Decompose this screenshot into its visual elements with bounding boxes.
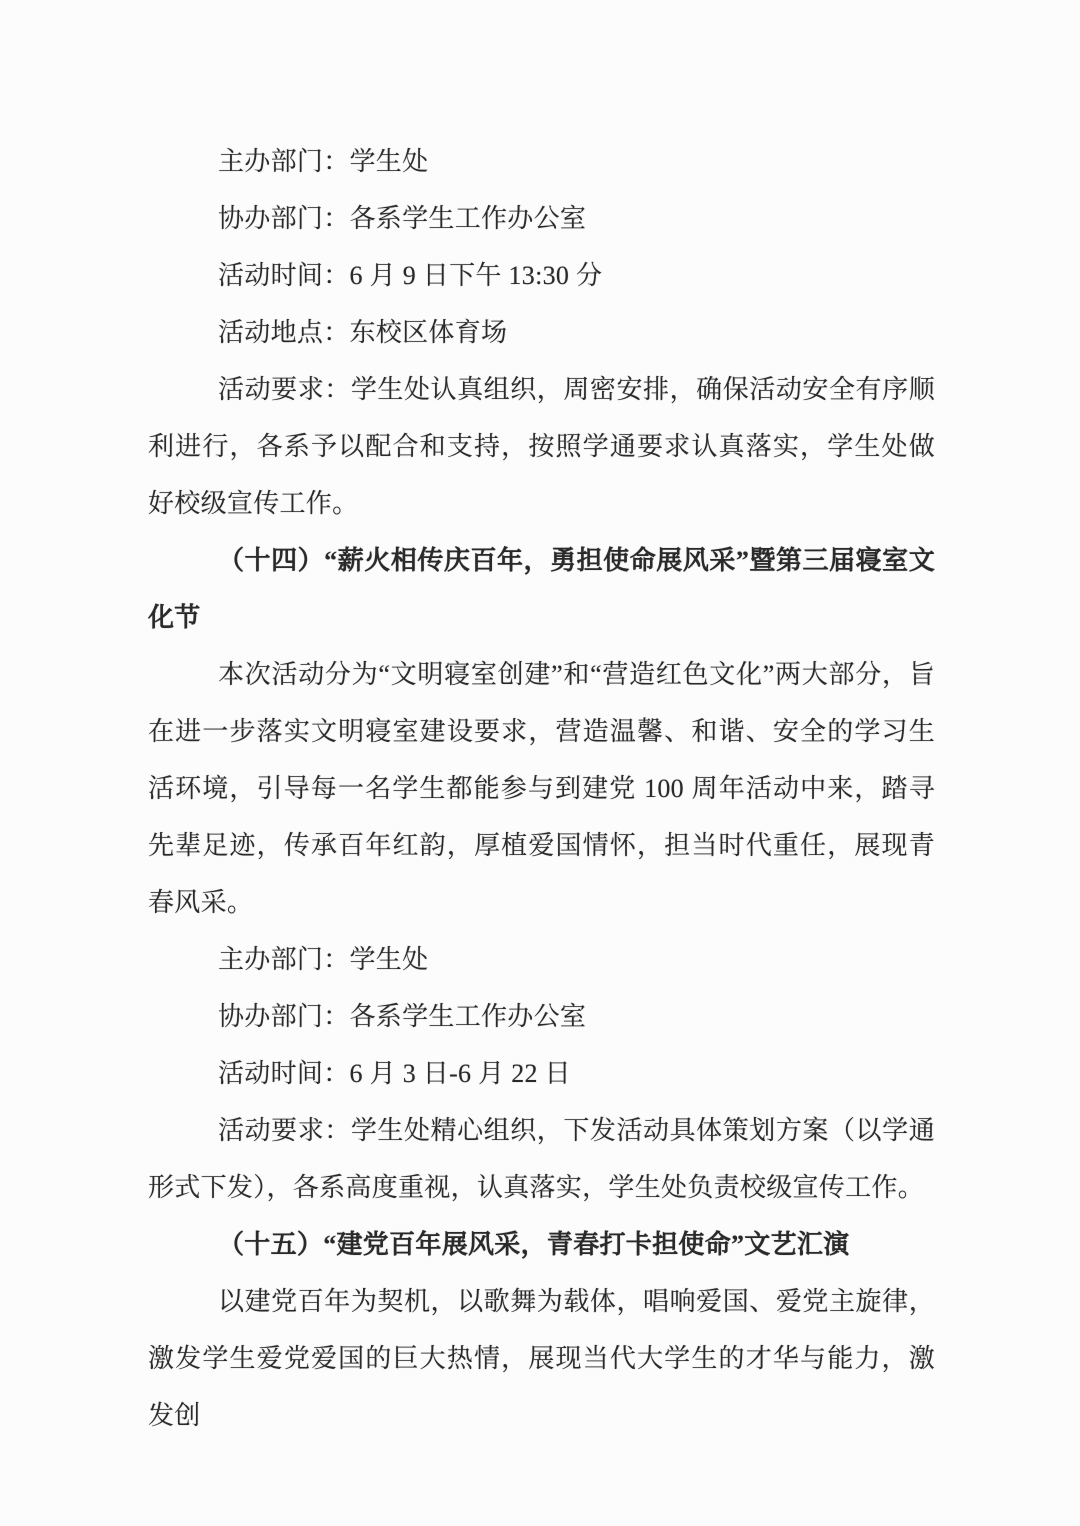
activity-location-line: 活动地点：东校区体育场: [218, 318, 508, 347]
section-15-heading: （十五）“建党百年展风采，青春打卡担使命”文艺汇演: [218, 1230, 850, 1259]
activity-time-line: 活动时间：6 月 9 日下午 13:30 分: [218, 261, 603, 290]
host-department-line-2: 主办部门：学生处: [218, 945, 429, 974]
co-organizer-line-2: 协办部门：各系学生工作办公室: [218, 1002, 587, 1031]
activity-requirements-paragraph-2: 活动要求：学生处精心组织，下发活动具体策划方案（以学通形式下发），各系高度重视，认真落实，学生处负责校级宣传工作。: [148, 1116, 935, 1202]
section-14-heading: （十四）“薪火相传庆百年，勇担使命展风采”暨第三届寝室文化节: [148, 546, 935, 632]
co-organizer-line: 协办部门：各系学生工作办公室: [218, 204, 587, 233]
activity-requirements-paragraph: 活动要求：学生处认真组织，周密安排，确保活动安全有序顺利进行，各系予以配合和支持，按照学通要求认真落实，学生处做好校级宣传工作。: [148, 375, 935, 518]
activity-time-line-2: 活动时间：6 月 3 日-6 月 22 日: [218, 1059, 571, 1088]
document-body: [148, 133, 935, 1444]
host-department-line: 主办部门：学生处: [218, 147, 429, 176]
section-14-intro-paragraph: 本次活动分为“文明寝室创建”和“营造红色文化”两大部分，旨在进一步落实文明寝室建设要求，营造温馨、和谐、安全的学习生活环境，引导每一名学生都能参与到建党 100 周年活动中来，踏寻先辈足迹，传承百年红韵，厚植爱国情怀，担当时代重任，展现青春风采。: [148, 660, 935, 917]
section-15-intro-paragraph: 以建党百年为契机，以歌舞为载体，唱响爱国、爱党主旋律，激发学生爱党爱国的巨大热情，展现当代大学生的才华与能力，激发创: [148, 1287, 935, 1430]
